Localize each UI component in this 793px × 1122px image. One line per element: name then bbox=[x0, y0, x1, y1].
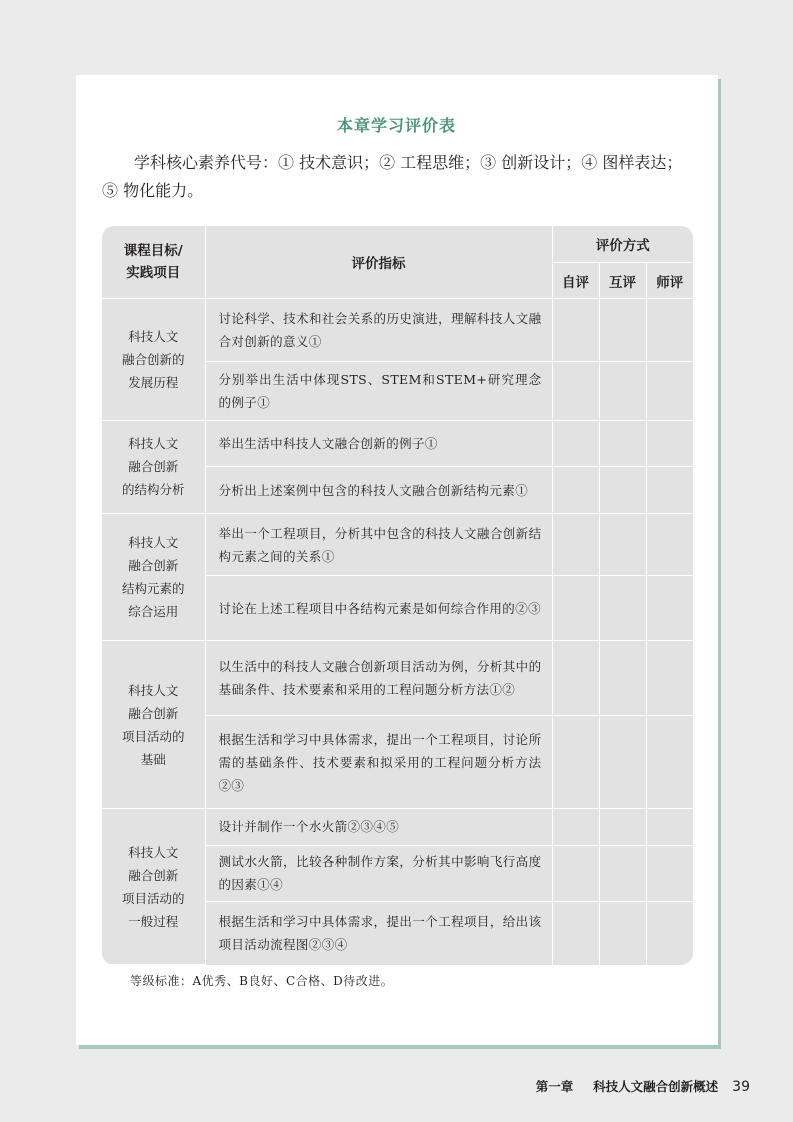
header-goal-line2: 实践项目 bbox=[126, 265, 181, 282]
self-eval-cell[interactable] bbox=[552, 902, 599, 965]
goal-line: 发展历程 bbox=[128, 375, 179, 390]
goal-cell bbox=[102, 513, 205, 640]
goal-line: 的结构分析 bbox=[121, 482, 185, 498]
table-row bbox=[102, 299, 693, 362]
indicator-cell: 举出一个工程项目，分析其中包含的科技人文融合创新结构元素之间的关系① bbox=[205, 513, 552, 576]
self-eval-cell[interactable] bbox=[552, 467, 599, 514]
peer-eval-cell[interactable] bbox=[599, 420, 646, 467]
peer-eval-cell[interactable] bbox=[599, 576, 646, 641]
peer-eval-cell[interactable] bbox=[599, 641, 646, 716]
indicator-cell: 测试水火箭，比较各种制作方案，分析其中影响飞行高度的因素①④ bbox=[205, 845, 552, 902]
goal-line: 科技人文 bbox=[128, 436, 179, 452]
peer-eval-cell[interactable] bbox=[599, 902, 646, 965]
teacher-eval-cell[interactable] bbox=[646, 299, 693, 362]
goal-line: 融合创新的 bbox=[121, 352, 185, 367]
self-eval-cell[interactable] bbox=[552, 576, 599, 641]
teacher-eval-cell[interactable] bbox=[646, 716, 693, 809]
evaluation-table bbox=[102, 226, 693, 965]
teacher-eval-cell[interactable] bbox=[646, 809, 693, 845]
self-eval-cell[interactable] bbox=[552, 716, 599, 809]
goal-line: 结构元素的 bbox=[121, 580, 185, 596]
peer-eval-cell[interactable] bbox=[599, 809, 646, 845]
teacher-eval-cell[interactable] bbox=[646, 467, 693, 514]
peer-eval-cell[interactable] bbox=[599, 467, 646, 514]
indicator-cell: 根据生活和学习中具体需求，提出一个工程项目，给出该项目活动流程图②③④ bbox=[205, 902, 552, 965]
teacher-eval-cell[interactable] bbox=[646, 902, 693, 965]
goal-line: 科技人文 bbox=[128, 844, 179, 860]
grading-note: 等级标准：A优秀、B良好、C合格、D待改进。 bbox=[130, 974, 394, 988]
self-eval-cell[interactable] bbox=[552, 641, 599, 716]
goal-line: 融合创新 bbox=[128, 557, 179, 573]
teacher-eval-cell[interactable] bbox=[646, 576, 693, 641]
goal-line: 融合创新 bbox=[128, 705, 179, 721]
table-row bbox=[102, 513, 693, 576]
self-eval-cell[interactable] bbox=[552, 362, 599, 421]
goal-line: 融合创新 bbox=[128, 867, 179, 883]
teacher-eval-cell[interactable] bbox=[646, 845, 693, 902]
goal-line: 科技人文 bbox=[128, 329, 179, 344]
teacher-eval-cell[interactable] bbox=[646, 362, 693, 421]
self-eval-cell[interactable] bbox=[552, 420, 599, 467]
goal-cell bbox=[102, 420, 205, 513]
teacher-eval-cell[interactable] bbox=[646, 513, 693, 576]
peer-eval-cell[interactable] bbox=[599, 362, 646, 421]
page-title: 本章学习评价表 bbox=[336, 116, 456, 135]
goal-line: 基础 bbox=[140, 751, 166, 767]
footer-chapter: 第一章 bbox=[535, 1079, 574, 1094]
header-indicator: 评价指标 bbox=[205, 226, 552, 299]
evaluation-table-container bbox=[102, 226, 693, 965]
goal-line: 项目活动的 bbox=[121, 728, 185, 744]
indicator-cell: 讨论科学、技术和社会关系的历史演进，理解科技人文融合对创新的意义① bbox=[205, 299, 552, 362]
table-row bbox=[102, 420, 693, 467]
goal-line: 项目活动的 bbox=[121, 890, 185, 906]
header-self: 自评 bbox=[552, 262, 599, 298]
self-eval-cell[interactable] bbox=[552, 513, 599, 576]
indicator-cell: 举出生活中科技人文融合创新的例子① bbox=[205, 420, 552, 467]
indicator-cell: 以生活中的科技人文融合创新项目活动为例，分析其中的基础条件、技术要素和采用的工程问题分析方法①② bbox=[205, 641, 552, 716]
indicator-cell: 分析出上述案例中包含的科技人文融合创新结构元素① bbox=[205, 467, 552, 514]
page-number: 39 bbox=[732, 1079, 750, 1095]
peer-eval-cell[interactable] bbox=[599, 513, 646, 576]
self-eval-cell[interactable] bbox=[552, 299, 599, 362]
peer-eval-cell[interactable] bbox=[599, 716, 646, 809]
footer-chapter-title: 科技人文融合创新概述 bbox=[593, 1079, 719, 1094]
self-eval-cell[interactable] bbox=[552, 809, 599, 845]
indicator-cell: 设计并制作一个水火箭②③④⑤ bbox=[205, 809, 552, 845]
goal-line: 一般过程 bbox=[128, 913, 179, 929]
table-row bbox=[102, 809, 693, 845]
self-eval-cell[interactable] bbox=[552, 845, 599, 902]
header-teacher: 师评 bbox=[646, 262, 693, 298]
goal-cell bbox=[102, 641, 205, 809]
header-goal bbox=[102, 226, 205, 299]
goal-cell bbox=[102, 809, 205, 965]
indicator-cell: 讨论在上述工程项目中各结构元素是如何综合作用的②③ bbox=[205, 576, 552, 641]
header-peer: 互评 bbox=[599, 262, 646, 298]
goal-line: 科技人文 bbox=[128, 682, 179, 698]
teacher-eval-cell[interactable] bbox=[646, 420, 693, 467]
header-method: 评价方式 bbox=[552, 226, 693, 262]
intro-paragraph: 学科核心素养代号：① 技术意识；② 工程思维；③ 创新设计；④ 图样表达；⑤ 物化能力。 bbox=[102, 153, 683, 200]
table-row bbox=[102, 641, 693, 716]
indicator-cell: 根据生活和学习中具体需求，提出一个工程项目，讨论所需的基础条件、技术要素和拟采用的工程问题分析方法②③ bbox=[205, 716, 552, 809]
peer-eval-cell[interactable] bbox=[599, 845, 646, 902]
goal-line: 融合创新 bbox=[128, 459, 179, 475]
goal-line: 科技人文 bbox=[128, 534, 179, 550]
teacher-eval-cell[interactable] bbox=[646, 641, 693, 716]
indicator-cell: 分别举出生活中体现STS、STEM和STEM+研究理念的例子① bbox=[205, 362, 552, 421]
goal-cell bbox=[102, 299, 205, 420]
peer-eval-cell[interactable] bbox=[599, 299, 646, 362]
page-footer bbox=[536, 1077, 750, 1095]
goal-line: 综合运用 bbox=[128, 603, 179, 619]
header-goal-line1: 课程目标/ bbox=[123, 243, 183, 260]
